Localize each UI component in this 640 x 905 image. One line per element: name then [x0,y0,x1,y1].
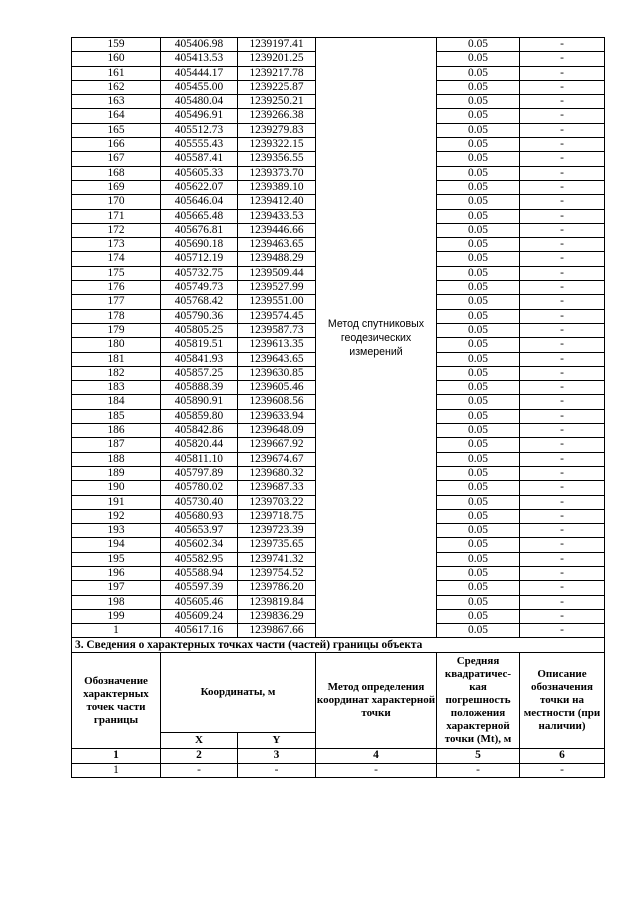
coord-y-cell: 1239225.87 [238,80,316,94]
coord-y-cell: 1239322.15 [238,138,316,152]
column-number: 2 [161,749,238,763]
coord-y-cell: 1239613.35 [238,338,316,352]
description-cell: - [520,466,605,480]
mean-error-cell: 0.05 [437,252,520,266]
mean-error-cell: 0.05 [437,609,520,623]
mean-error-cell: 0.05 [437,466,520,480]
description-cell: - [520,552,605,566]
coord-y-cell: 1239574.45 [238,309,316,323]
point-number-cell: 194 [72,538,161,552]
point-number-cell: 174 [72,252,161,266]
coord-x-cell: 405790.36 [161,309,238,323]
mean-error-cell: 0.05 [437,52,520,66]
coord-y-cell: 1239509.44 [238,266,316,280]
description-cell: - [520,266,605,280]
mean-error-cell: 0.05 [437,566,520,580]
coord-x-cell: 405406.98 [161,38,238,52]
point-number-cell: 162 [72,80,161,94]
mean-error-cell: 0.05 [437,452,520,466]
coord-x-cell: 405712.19 [161,252,238,266]
section3-body [72,638,605,778]
description-cell: - [520,338,605,352]
point-number-cell: 177 [72,295,161,309]
description-cell: - [520,395,605,409]
mean-error-cell: 0.05 [437,424,520,438]
mean-error-cell: 0.05 [437,209,520,223]
coord-x-cell: 405805.25 [161,323,238,337]
coord-x-cell: 405444.17 [161,66,238,80]
point-number-cell: 164 [72,109,161,123]
description-cell: - [520,38,605,52]
coord-y-cell: 1239718.75 [238,509,316,523]
point-number-cell: 199 [72,609,161,623]
section3-cell: - [161,763,238,777]
coord-y-cell: 1239648.09 [238,424,316,438]
description-cell: - [520,295,605,309]
description-cell: - [520,95,605,109]
mean-error-cell: 0.05 [437,66,520,80]
point-number-cell: 190 [72,481,161,495]
coord-y-cell: 1239633.94 [238,409,316,423]
section3-cell: 1 [72,763,161,777]
coord-x-cell: 405732.75 [161,266,238,280]
coord-y-cell: 1239373.70 [238,166,316,180]
description-cell: - [520,366,605,380]
point-number-cell: 186 [72,424,161,438]
coordinates-table [71,37,605,778]
coord-x-cell: 405768.42 [161,295,238,309]
point-number-cell: 182 [72,366,161,380]
point-number-cell: 1 [72,624,161,638]
point-number-cell: 178 [72,309,161,323]
description-cell: - [520,52,605,66]
description-cell: - [520,66,605,80]
point-number-cell: 195 [72,552,161,566]
coord-y-cell: 1239819.84 [238,595,316,609]
mean-error-cell: 0.05 [437,138,520,152]
coord-y-cell: 1239266.38 [238,109,316,123]
coord-y-cell: 1239201.25 [238,52,316,66]
point-number-cell: 159 [72,38,161,52]
description-cell: - [520,252,605,266]
coord-y-cell: 1239867.66 [238,624,316,638]
coord-x-cell: 405780.02 [161,481,238,495]
coord-x-cell: 405820.44 [161,438,238,452]
mean-error-cell: 0.05 [437,323,520,337]
description-cell: - [520,166,605,180]
point-number-cell: 196 [72,566,161,580]
header-method: Метод определения координат характерной точки [316,653,437,749]
description-cell: - [520,138,605,152]
coord-x-cell: 405819.51 [161,338,238,352]
point-number-cell: 189 [72,466,161,480]
coord-x-cell: 405622.07 [161,180,238,194]
description-cell: - [520,566,605,580]
coord-y-cell: 1239446.66 [238,223,316,237]
mean-error-cell: 0.05 [437,309,520,323]
point-number-cell: 197 [72,581,161,595]
mean-error-cell: 0.05 [437,338,520,352]
coord-x-cell: 405597.39 [161,581,238,595]
mean-error-cell: 0.05 [437,38,520,52]
description-cell: - [520,424,605,438]
coord-x-cell: 405588.94 [161,566,238,580]
point-number-cell: 175 [72,266,161,280]
coord-x-cell: 405890.91 [161,395,238,409]
description-cell: - [520,524,605,538]
coord-y-cell: 1239463.65 [238,238,316,252]
header-point-designation: Обозначение характерных точек части границы [72,653,161,749]
description-cell: - [520,509,605,523]
point-number-cell: 187 [72,438,161,452]
point-number-cell: 198 [72,595,161,609]
description-cell: - [520,123,605,137]
coord-x-cell: 405665.48 [161,209,238,223]
mean-error-cell: 0.05 [437,581,520,595]
section3-cell: - [520,763,605,777]
coord-x-cell: 405859.80 [161,409,238,423]
coord-x-cell: 405609.24 [161,609,238,623]
coord-x-cell: 405605.33 [161,166,238,180]
point-number-cell: 176 [72,281,161,295]
mean-error-cell: 0.05 [437,195,520,209]
coord-y-cell: 1239488.29 [238,252,316,266]
header-y: Y [238,733,316,749]
section3-cell: - [238,763,316,777]
mean-error-cell: 0.05 [437,238,520,252]
coord-y-cell: 1239754.52 [238,566,316,580]
description-cell: - [520,195,605,209]
coord-x-cell: 405512.73 [161,123,238,137]
point-number-cell: 181 [72,352,161,366]
coord-y-cell: 1239433.53 [238,209,316,223]
coord-y-cell: 1239786.20 [238,581,316,595]
mean-error-cell: 0.05 [437,152,520,166]
table-row [72,38,605,52]
coord-x-cell: 405496.91 [161,109,238,123]
section3-cell: - [316,763,437,777]
header-description: Описание обозначения точки на местности (при наличии) [520,653,605,749]
description-cell: - [520,109,605,123]
point-number-cell: 161 [72,66,161,80]
coord-y-cell: 1239356.55 [238,152,316,166]
coord-x-cell: 405680.93 [161,509,238,523]
coord-x-cell: 405605.46 [161,595,238,609]
header-x: X [161,733,238,749]
document-sheet [71,37,604,778]
mean-error-cell: 0.05 [437,538,520,552]
coord-x-cell: 405582.95 [161,552,238,566]
description-cell: - [520,609,605,623]
coord-x-cell: 405888.39 [161,381,238,395]
coord-x-cell: 405676.81 [161,223,238,237]
description-cell: - [520,381,605,395]
mean-error-cell: 0.05 [437,180,520,194]
column-number: 1 [72,749,161,763]
column-number: 3 [238,749,316,763]
mean-error-cell: 0.05 [437,381,520,395]
coord-y-cell: 1239674.67 [238,452,316,466]
coord-x-cell: 405653.97 [161,524,238,538]
description-cell: - [520,309,605,323]
point-number-cell: 160 [72,52,161,66]
mean-error-cell: 0.05 [437,438,520,452]
description-cell: - [520,281,605,295]
description-cell: - [520,538,605,552]
method-cell: Метод спутниковых геодезических измерений [316,38,437,638]
coord-y-cell: 1239608.56 [238,395,316,409]
coord-x-cell: 405555.43 [161,138,238,152]
point-number-cell: 163 [72,95,161,109]
mean-error-cell: 0.05 [437,409,520,423]
header-coordinates: Координаты, м [161,653,316,733]
coord-y-cell: 1239551.00 [238,295,316,309]
point-number-cell: 192 [72,509,161,523]
point-number-cell: 184 [72,395,161,409]
point-number-cell: 170 [72,195,161,209]
description-cell: - [520,238,605,252]
point-number-cell: 171 [72,209,161,223]
coord-y-cell: 1239723.39 [238,524,316,538]
point-number-cell: 165 [72,123,161,137]
coord-x-cell: 405587.41 [161,152,238,166]
mean-error-cell: 0.05 [437,395,520,409]
point-number-cell: 168 [72,166,161,180]
mean-error-cell: 0.05 [437,481,520,495]
mean-error-cell: 0.05 [437,495,520,509]
mean-error-cell: 0.05 [437,509,520,523]
mean-error-cell: 0.05 [437,295,520,309]
description-cell: - [520,152,605,166]
coord-x-cell: 405841.93 [161,352,238,366]
mean-error-cell: 0.05 [437,524,520,538]
coord-y-cell: 1239741.32 [238,552,316,566]
column-number: 6 [520,749,605,763]
coord-y-cell: 1239587.73 [238,323,316,337]
column-number: 5 [437,749,520,763]
coord-y-cell: 1239735.65 [238,538,316,552]
coord-y-cell: 1239680.32 [238,466,316,480]
description-cell: - [520,352,605,366]
coord-x-cell: 405480.04 [161,95,238,109]
description-cell: - [520,481,605,495]
coord-y-cell: 1239279.83 [238,123,316,137]
description-cell: - [520,180,605,194]
mean-error-cell: 0.05 [437,109,520,123]
description-cell: - [520,624,605,638]
mean-error-cell: 0.05 [437,281,520,295]
description-cell: - [520,209,605,223]
coord-y-cell: 1239667.92 [238,438,316,452]
mean-error-cell: 0.05 [437,624,520,638]
point-number-cell: 173 [72,238,161,252]
point-number-cell: 193 [72,524,161,538]
description-cell: - [520,80,605,94]
description-cell: - [520,323,605,337]
coord-x-cell: 405690.18 [161,238,238,252]
point-number-cell: 172 [72,223,161,237]
mean-error-cell: 0.05 [437,266,520,280]
mean-error-cell: 0.05 [437,80,520,94]
coord-y-cell: 1239630.85 [238,366,316,380]
point-number-cell: 183 [72,381,161,395]
coord-y-cell: 1239605.46 [238,381,316,395]
coord-y-cell: 1239527.99 [238,281,316,295]
point-number-cell: 185 [72,409,161,423]
section3-title: 3. Сведения о характерных точках части (частей) границы объекта [72,638,605,653]
coord-y-cell: 1239643.65 [238,352,316,366]
coord-y-cell: 1239250.21 [238,95,316,109]
coord-x-cell: 405811.10 [161,452,238,466]
point-number-cell: 191 [72,495,161,509]
coord-x-cell: 405730.40 [161,495,238,509]
point-number-cell: 188 [72,452,161,466]
coord-x-cell: 405413.53 [161,52,238,66]
coord-x-cell: 405797.89 [161,466,238,480]
point-number-cell: 180 [72,338,161,352]
coord-x-cell: 405749.73 [161,281,238,295]
description-cell: - [520,495,605,509]
point-number-cell: 179 [72,323,161,337]
point-number-cell: 166 [72,138,161,152]
description-cell: - [520,438,605,452]
coord-x-cell: 405842.86 [161,424,238,438]
point-number-cell: 167 [72,152,161,166]
coord-x-cell: 405602.34 [161,538,238,552]
mean-error-cell: 0.05 [437,223,520,237]
mean-error-cell: 0.05 [437,595,520,609]
mean-error-cell: 0.05 [437,352,520,366]
description-cell: - [520,223,605,237]
coord-x-cell: 405455.00 [161,80,238,94]
header-mean-error: Средняя квадратичес-кая погрешность положения характерной точки (Mt), м [437,653,520,749]
coord-y-cell: 1239217.78 [238,66,316,80]
coord-y-cell: 1239687.33 [238,481,316,495]
description-cell: - [520,409,605,423]
coord-y-cell: 1239836.29 [238,609,316,623]
mean-error-cell: 0.05 [437,95,520,109]
mean-error-cell: 0.05 [437,366,520,380]
mean-error-cell: 0.05 [437,166,520,180]
point-number-cell: 169 [72,180,161,194]
coord-x-cell: 405646.04 [161,195,238,209]
description-cell: - [520,452,605,466]
coord-y-cell: 1239412.40 [238,195,316,209]
mean-error-cell: 0.05 [437,552,520,566]
section3-cell: - [437,763,520,777]
description-cell: - [520,595,605,609]
coord-y-cell: 1239389.10 [238,180,316,194]
coord-x-cell: 405857.25 [161,366,238,380]
coord-y-cell: 1239703.22 [238,495,316,509]
points-table-body [72,38,605,638]
coord-y-cell: 1239197.41 [238,38,316,52]
column-number: 4 [316,749,437,763]
mean-error-cell: 0.05 [437,123,520,137]
description-cell: - [520,581,605,595]
coord-x-cell: 405617.16 [161,624,238,638]
